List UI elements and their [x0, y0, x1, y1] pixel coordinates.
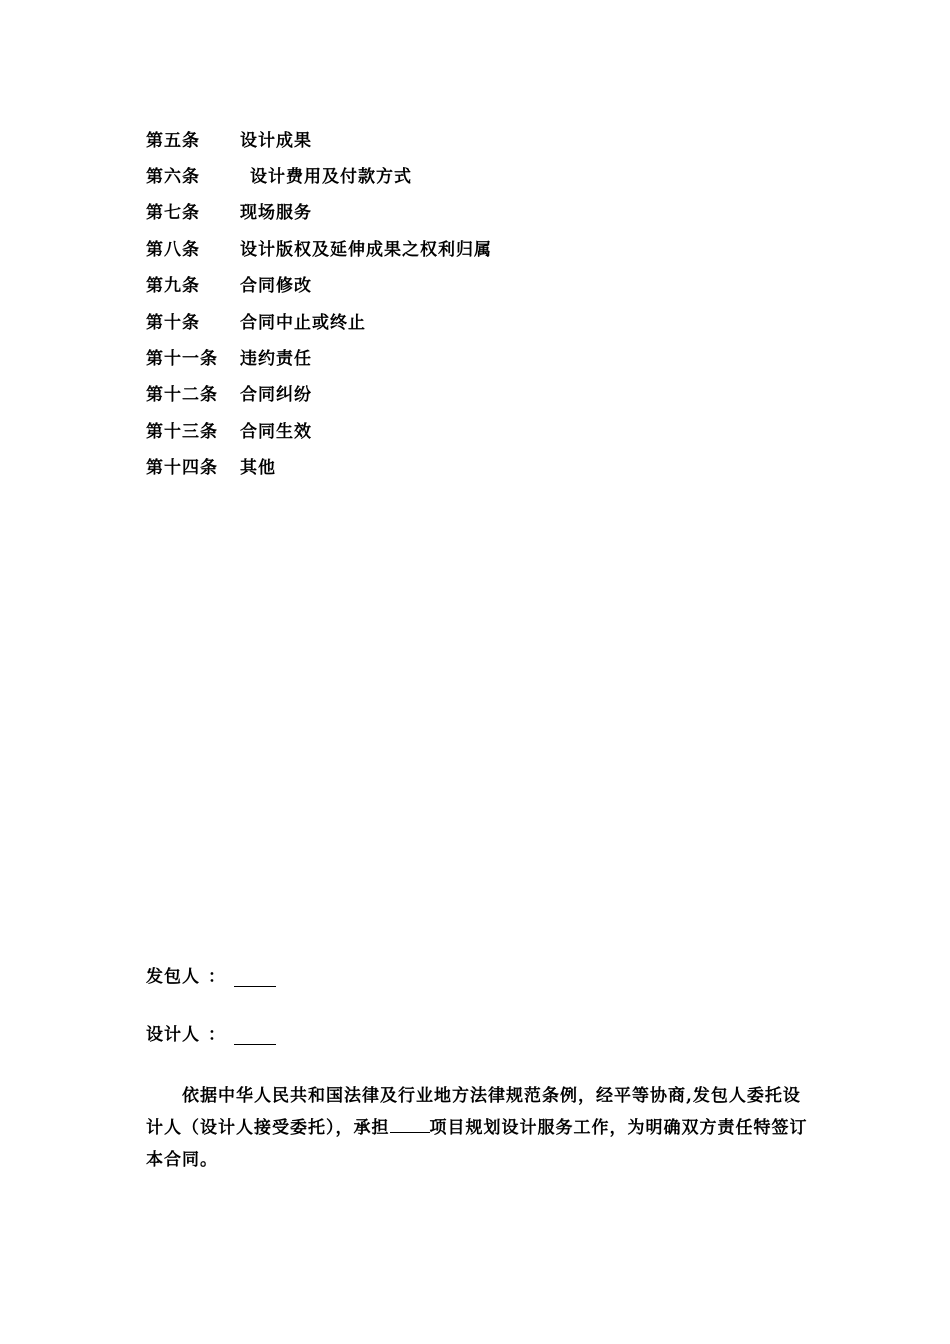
preamble-paragraph	[146, 1080, 808, 1176]
preamble-text-start: 依据中华人民共和国法律及行业地方法律规范条例，经平等协商,发包人委托设计人（设计人接受委托），承担	[146, 1086, 801, 1138]
toc-item	[146, 193, 746, 229]
toc-item-number: 第十四条	[146, 458, 218, 479]
toc-item-title: 设计版权及延伸成果之权利归属	[240, 239, 492, 260]
table-of-contents	[146, 120, 746, 484]
toc-item-title: 违约责任	[240, 349, 312, 370]
project-name-blank	[390, 1114, 430, 1133]
toc-item-number: 第十条	[146, 312, 200, 333]
toc-item-number: 第七条	[146, 203, 200, 224]
toc-item	[146, 375, 746, 411]
toc-item-title: 设计费用及付款方式	[250, 167, 412, 188]
designer-label: 设计人	[146, 1025, 200, 1045]
designer-line	[146, 1020, 276, 1045]
toc-item	[146, 302, 746, 338]
toc-item	[146, 411, 746, 447]
toc-item-title: 合同中止或终止	[240, 312, 366, 333]
toc-item-title: 合同纠纷	[240, 385, 312, 406]
toc-item	[146, 229, 746, 265]
toc-item-number: 第十二条	[146, 385, 218, 406]
toc-item-title: 合同修改	[240, 276, 312, 297]
preamble-text-end: 项目规划设计服务工作，为明确双方责任特签订本合同。	[146, 1118, 808, 1170]
designer-blank	[234, 1026, 276, 1045]
toc-item-title: 其他	[240, 458, 276, 479]
toc-item-number: 第十三条	[146, 421, 218, 442]
employer-blank	[234, 968, 276, 987]
toc-item-number: 第八条	[146, 239, 200, 260]
toc-item-number: 第六条	[146, 167, 200, 188]
employer-label: 发包人	[146, 967, 200, 987]
toc-item-title: 设计成果	[240, 130, 312, 151]
toc-item	[146, 448, 746, 484]
toc-item-number: 第十一条	[146, 349, 218, 370]
employer-colon: ：	[208, 967, 226, 987]
toc-item	[146, 338, 746, 374]
toc-item-title: 合同生效	[240, 421, 312, 442]
toc-item-title: 现场服务	[240, 203, 312, 224]
toc-item	[146, 266, 746, 302]
toc-item-number: 第五条	[146, 130, 200, 151]
toc-item	[146, 156, 746, 192]
employer-line	[146, 962, 276, 987]
designer-colon: ：	[208, 1025, 226, 1045]
toc-item-number: 第九条	[146, 276, 200, 297]
toc-item	[146, 120, 746, 156]
